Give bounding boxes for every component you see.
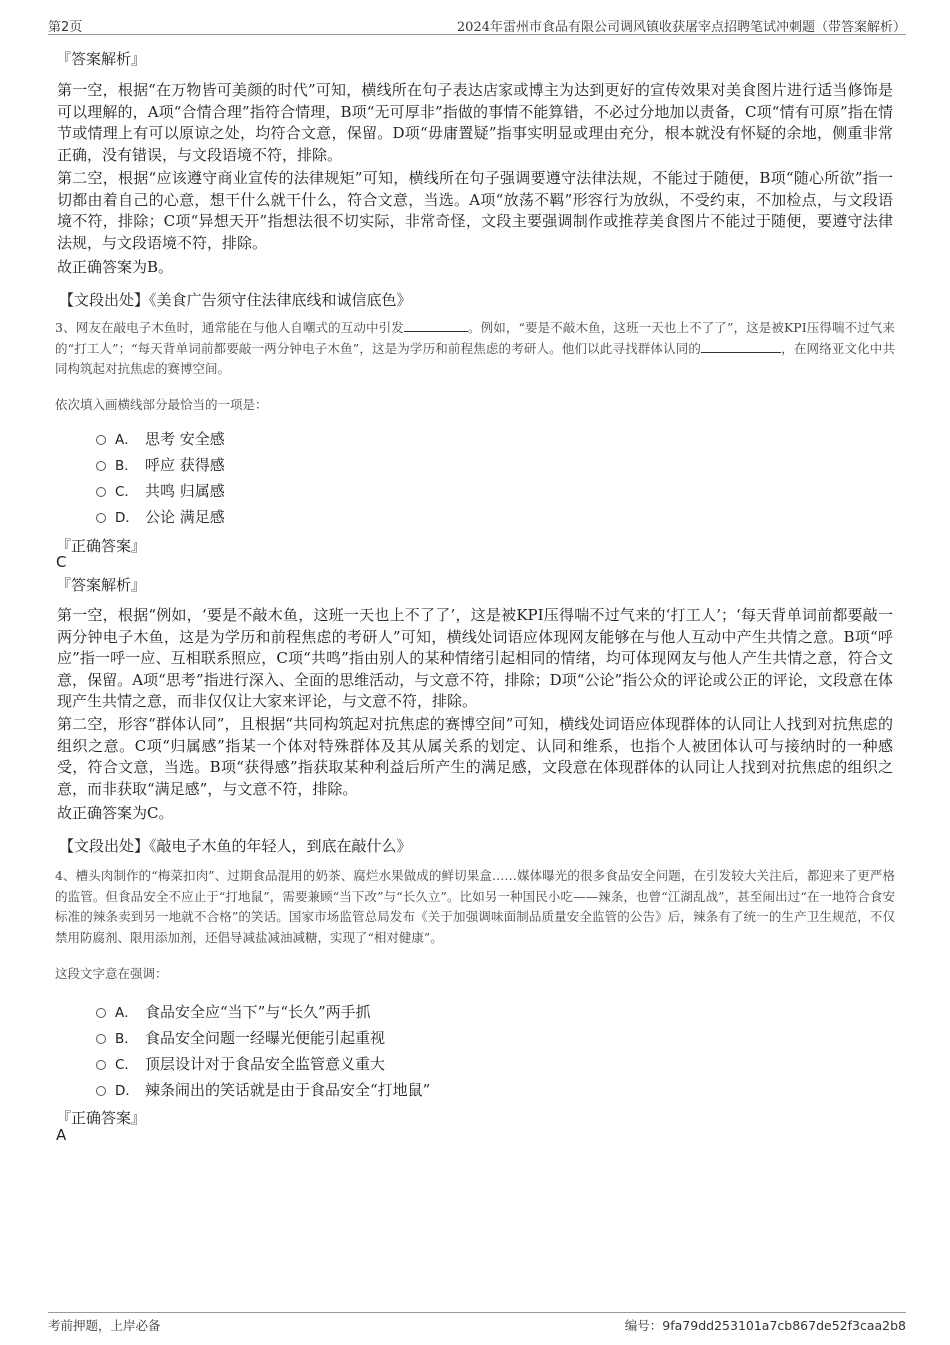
option-text: 顶层设计对于食品安全监管意义重大 [145, 1055, 386, 1073]
page-footer [48, 1312, 906, 1335]
q4-correct-answer: A [56, 1126, 67, 1144]
q3-stem [55, 318, 895, 380]
radio-button[interactable] [96, 435, 106, 445]
q2-source: 【文段出处】《美食广告须守住法律底线和诚信底色》 [59, 291, 412, 309]
q3-option-a[interactable] [96, 428, 225, 449]
q2-analysis-para-2: 第二空，根据“应该遵守商业宣传的法律规矩”可知，横线所在句子强调要遵守法律法规，不能过于随便，B项“随心所欲”指一切都由着自己的心意，想干什么就干什么，符合文意，当选。A项“放荡不羁”形容行为放纵，不受约束，不加检点，与文段语境不符，排除；C项“异想天开”指想法很不切实际，非常奇怪，文段主要强调制作或推荐美食图片不能过于随便，要遵守法律法规，与文段语境不符，排除。 [57, 169, 893, 252]
q2-conclusion: 故正确答案为B。 [57, 258, 174, 276]
radio-button[interactable] [96, 487, 106, 497]
option-letter: D． [115, 1083, 139, 1099]
q3-analysis-para-2: 第二空，形容“群体认同”，且根据“共同构筑起对抗焦虑的赛博空间”可知，横线处词语应体现群体的认同让人找到对抗焦虑的组织之意。C项“归属感”指某一个体对特殊群体及其从属关系的划定、认同和维系，也指个人被团体认可与接纳时的一种感受，符合文意，当选。B项“获得感”指获取某种利益后所产生的满足感，文段意在体现群体的认同让人找到对抗焦虑的组织之意，而非获取“满足感”，与文意不符，排除。 [57, 715, 893, 798]
q3-correct-answer: C [56, 553, 67, 571]
q3-stem-part-c: ，在网络亚文化中共同构筑起对抗焦虑的赛博空间。 [55, 340, 895, 376]
document-title: 2024年雷州市食品有限公司调风镇收获屠宰点招聘笔试冲刺题（带答案解析） [456, 20, 906, 35]
q4-stem: 4、槽头肉制作的“梅菜扣肉”、过期食品混用的奶茶、腐烂水果做成的鲜切果盒……媒体曝光的很多食品安全问题，在引发较大关注后，都迎来了更严格的监管。但食品安全不应止于“打地鼠”，需要兼顾“当下改”与“长久立”。比如另一种国民小吃——辣条，也曾“江湖乱战”，甚至闹出过“在一地符合食安标准的辣条卖到另一地就不合格”的笑话。国家市场监管总局发布《关于加强调味面制品质量安全监管的公告》后，辣条有了统一的生产卫生规范，不仅禁用防腐剂、限用添加剂，还倡导减盐减油减糖，实现了“相对健康”。 [55, 868, 895, 945]
footer-code-value: 9fa79dd253101a7cb867de52f3caa2b8 [662, 1318, 906, 1333]
q2-analysis-label: 『答案解析』 [56, 50, 147, 68]
footer-code-label: 编号： [624, 1318, 663, 1333]
radio-button[interactable] [96, 513, 106, 523]
option-text: 辣条闹出的笑话就是由于食品安全“打地鼠” [145, 1081, 431, 1099]
q3-conclusion: 故正确答案为C。 [57, 804, 174, 822]
radio-button[interactable] [96, 1086, 106, 1096]
footer-slogan: 考前押题，上岸必备 [48, 1318, 161, 1333]
q3-option-b[interactable] [96, 454, 225, 475]
option-text: 食品安全应“当下”与“长久”两手抓 [145, 1003, 371, 1021]
radio-button[interactable] [96, 1008, 106, 1018]
q3-blank-1 [404, 319, 468, 332]
option-text: 共鸣 归属感 [145, 482, 225, 500]
option-text: 呼应 获得感 [145, 456, 225, 474]
page-header [48, 14, 906, 35]
q4-option-b[interactable] [96, 1027, 385, 1048]
option-letter: A． [115, 432, 138, 448]
radio-button[interactable] [96, 1060, 106, 1070]
option-letter: D． [115, 510, 139, 526]
q3-option-c[interactable] [96, 480, 225, 501]
q3-blank-2 [701, 340, 781, 353]
option-letter: A． [115, 1005, 138, 1021]
q2-analysis-para-1: 第一空，根据“在万物皆可美颜的时代”可知，横线所在句子表达店家或博主为达到更好的宣传效果对美食图片进行适当修饰是可以理解的，A项“合情合理”指符合情理，B项“无可厚非”指做的事情不能算错，不必过分地加以责备，C项“情有可原”指在情节或情理上有可以原谅之处，均符合文意，保留。D项“毋庸置疑”指事实明显或理由充分，根本就没有怀疑的余地，侧重非常正确，没有错误，与文段语境不符，排除。 [57, 81, 893, 164]
q4-option-c[interactable] [96, 1053, 385, 1074]
option-letter: C． [115, 484, 138, 500]
q3-stem-part-a: 3、网友在敲电子木鱼时，通常能在与他人自嘲式的互动中引发 [55, 320, 404, 335]
q3-source: 【文段出处】《敲电子木鱼的年轻人，到底在敲什么》 [59, 837, 412, 855]
q3-analysis-label: 『答案解析』 [56, 576, 147, 594]
option-letter: C． [115, 1057, 138, 1073]
option-text: 思考 安全感 [145, 430, 225, 448]
q3-analysis-para-1: 第一空，根据“例如，‘要是不敲木鱼，这班一天也上不了了’，这是被KPI压得喘不过气来的‘打工人’；‘每天背单词前都要敲一两分钟电子木鱼，这是为学历和前程焦虑的考研人”可知，横线处词语应体现网友能够在与他人互动中产生共情之意。B项“呼应”指一呼一应、互相联系照应，C项“共鸣”指由别人的某种情绪引起相同的情绪，均可体现网友与他人产生共情之意，符合文意，保留。A项“思考”指进行深入、全面的思维活动，与文意不符，排除；D项“公论”指公众的评论或公正的评论，文段意在体现产生共情之意，而非仅仅让大家来评论，与文意不符，排除。 [57, 606, 893, 710]
q4-option-a[interactable] [96, 1001, 371, 1022]
footer-code [625, 1316, 906, 1334]
radio-button[interactable] [96, 461, 106, 471]
q3-option-d[interactable] [96, 506, 225, 527]
q3-correct-label: 『正确答案』 [56, 537, 147, 555]
option-text: 公论 满足感 [145, 508, 225, 526]
q3-ask: 依次填入画横线部分最恰当的一项是： [55, 397, 268, 412]
q4-ask: 这段文字意在强调： [55, 966, 168, 981]
q3-stem-part-b: 。例如，“要是不敲木鱼，这班一天也上不了了”，这是被KPI压得喘不过气来的“打工人”；“每天背单词前都要敲一两分钟电子木鱼”，这是为学历和前程焦虑的考研人。他们以此寻找群体认同的 [55, 320, 895, 356]
q4-option-d[interactable] [96, 1079, 430, 1100]
option-letter: B． [115, 458, 138, 474]
q4-correct-label: 『正确答案』 [56, 1109, 147, 1127]
option-text: 食品安全问题一经曝光便能引起重视 [145, 1029, 386, 1047]
option-letter: B． [115, 1031, 138, 1047]
page-number: 第2页 [48, 20, 83, 35]
radio-button[interactable] [96, 1034, 106, 1044]
